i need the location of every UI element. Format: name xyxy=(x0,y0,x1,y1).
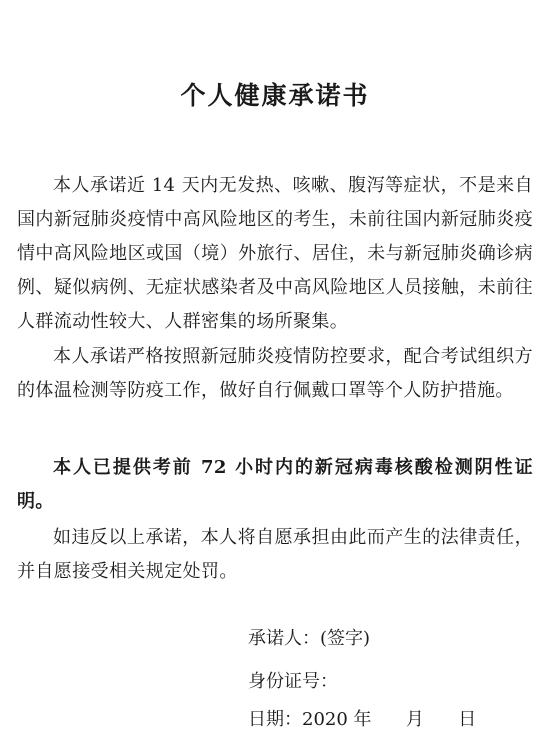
signer-line: 承诺人：(签字) xyxy=(248,628,371,649)
paragraph-nucleic-acid-test: 本人已提供考前 72 小时内的新冠病毒核酸检测阴性证明。 xyxy=(17,457,533,512)
id-number-line: 身份证号： xyxy=(248,671,338,692)
date-line: 日期：2020 年 月 日 xyxy=(248,709,477,730)
paragraph-health-commitment: 本人承诺近 14 天内无发热、咳嗽、腹泻等症状，不是来自国内新冠肺炎疫情中高风险地区的考生，未前往国内新冠肺炎疫情中高风险地区或国（境）外旅行、居住，未与新冠肺炎确诊病例、疑似病例、无症状感染者及中高风险地区人员接触，未前往人群流动性较大、人群密集的场所聚集。 xyxy=(17,175,533,332)
paragraph-epidemic-prevention: 本人承诺严格按照新冠肺炎疫情防控要求，配合考试组织方的体温检测等防疫工作，做好自行佩戴口罩等个人防护措施。 xyxy=(17,346,533,401)
paragraph-legal-liability: 如违反以上承诺，本人将自愿承担由此而产生的法律责任，并自愿接受相关规定处罚。 xyxy=(17,527,533,582)
page-title: 个人健康承诺书 xyxy=(180,81,370,110)
